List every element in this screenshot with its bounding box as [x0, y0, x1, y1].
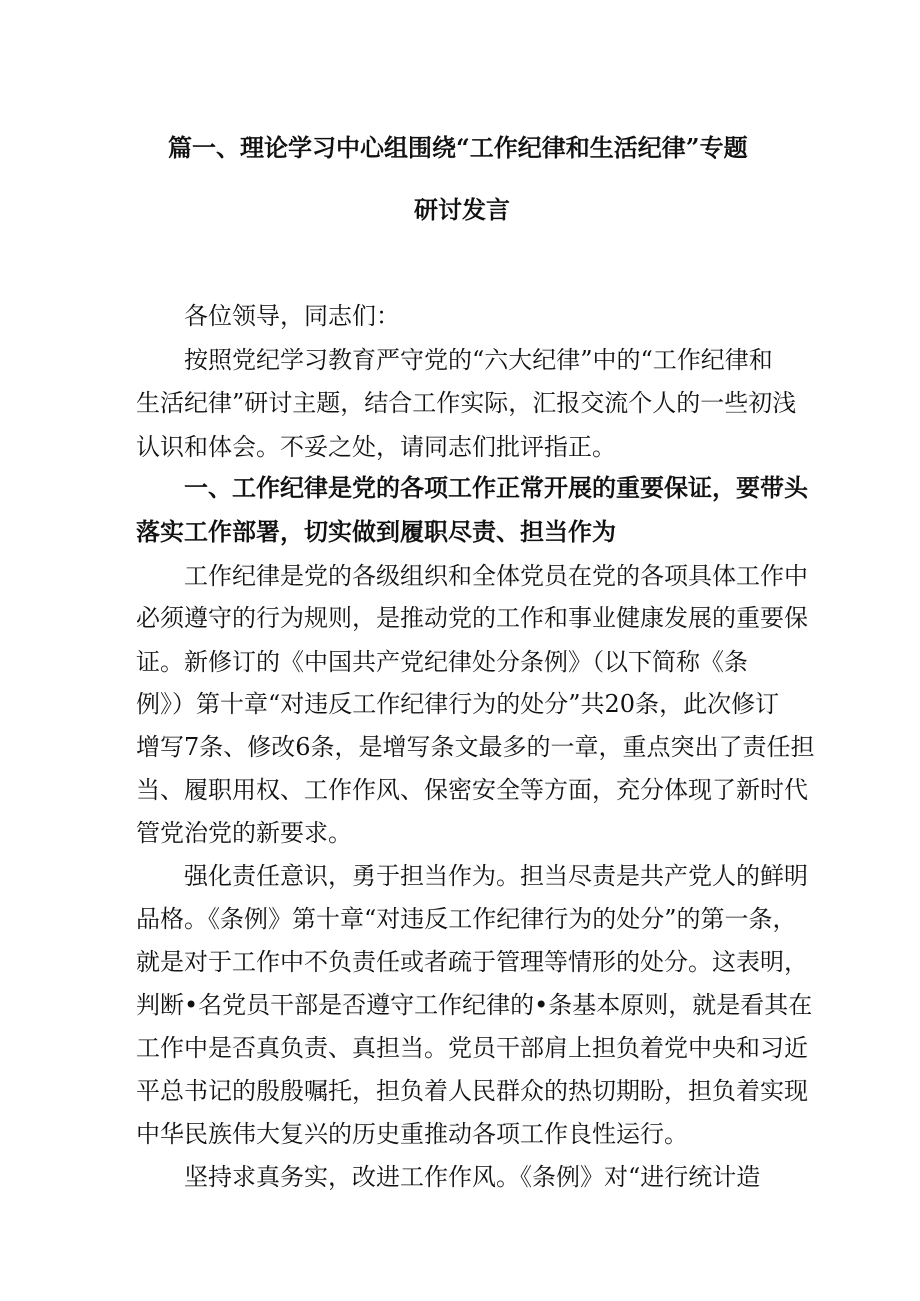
section-heading-line-2: 落实工作部署，切实做到履职尽责、担当作为: [136, 517, 616, 546]
para1-line-6: 当、履职用权、工作作风、保密安全等方面，充分体现了新时代: [136, 776, 808, 804]
document-title-line-1: 篇一、理论学习中心组围绕“工作纪律和生活纪律”专题: [168, 133, 748, 162]
intro-line-1: 按照党纪学习教育严守党的“六大纪律”中的“工作纪律和: [184, 346, 773, 374]
para2-line-4: 判断•名党员干部是否遵守工作纪律的•条基本原则，就是看其在: [136, 991, 813, 1019]
para2-line-2: 品格。《条例》第十章“对违反工作纪律行为的处分”的第一条，: [136, 905, 797, 933]
para1-line-1: 工作纪律是党的各级组织和全体党员在党的各项具体工作中: [184, 562, 808, 590]
document-title-line-2: 研讨发言: [414, 195, 510, 224]
para2-line-1: 强化责任意识，勇于担当作为。担当尽责是共产党人的鲜明: [184, 862, 808, 890]
salutation: 各位领导，同志们：: [184, 302, 400, 330]
para3-line-1: 坚持求真务实，改进工作作风。《条例》对“进行统计造: [184, 1163, 761, 1191]
para1-line-7: 管党治党的新要求。: [136, 819, 352, 847]
para2-line-3: 就是对于工作中不负责任或者疏于管理等情形的处分。这表明，: [136, 948, 808, 976]
para2-line-6: 平总书记的殷殷嘱托，担负着人民群众的热切期盼，担负着实现: [136, 1077, 808, 1105]
intro-line-2: 生活纪律”研讨主题，结合工作实际，汇报交流个人的一些初浅: [136, 389, 797, 417]
para1-line-2: 必须遵守的行为规则，是推动党的工作和事业健康发展的重要保: [136, 604, 808, 632]
intro-line-3: 认识和体会。不妥之处，请同志们批评指正。: [136, 433, 616, 461]
para2-line-7: 中华民族伟大复兴的历史重推动各项工作良性运行。: [136, 1120, 688, 1148]
para1-line-3: 证。新修订的《中国共产党纪律处分条例》（以下简称《条: [136, 648, 748, 676]
para2-line-5: 工作中是否真负责、真担当。党员干部肩上担负着党中央和习近: [136, 1034, 808, 1062]
para1-line-5: 增写7条、修改6条，是增写条文最多的一章，重点突出了责任担: [136, 733, 815, 761]
para1-line-4: 例》）第十章“对违反工作纪律行为的处分”共20条，此次修订: [136, 690, 780, 718]
section-heading-line-1: 一、工作纪律是党的各项工作正常开展的重要保证，要带头: [184, 473, 808, 502]
